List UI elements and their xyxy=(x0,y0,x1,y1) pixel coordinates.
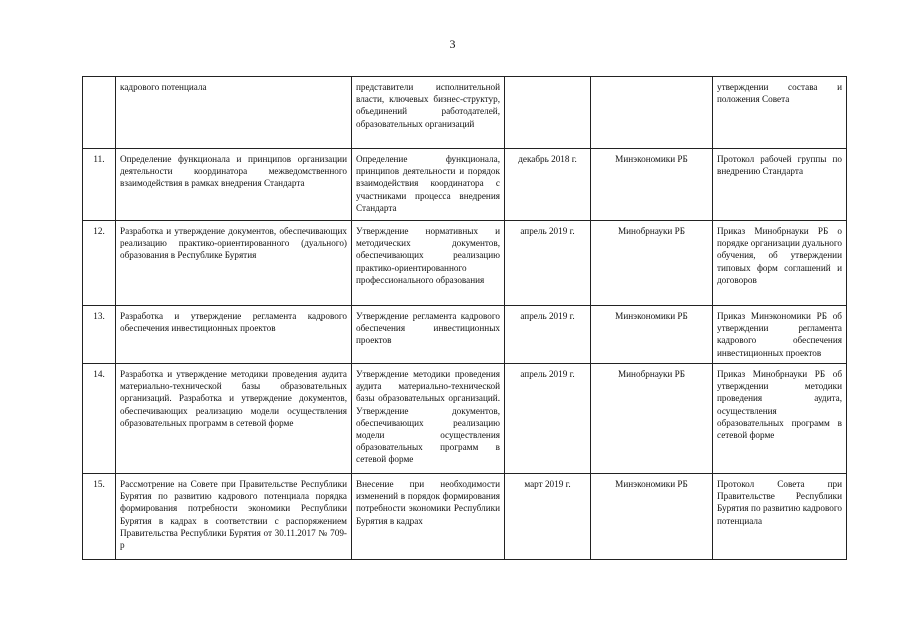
document-cell: утверждении состава и положения Совета xyxy=(713,77,847,149)
document-cell: Приказ Минэкономики РБ об утверждении регламента кадрового обеспечения инвестиционных проектов xyxy=(713,306,847,364)
document-cell: Приказ Минобрнауки РБ о порядке организации дуального обучения, об утверждении типовых форм соглашений и договоров xyxy=(713,221,847,306)
table-row xyxy=(83,149,847,221)
result-cell: Внесение при необходимости изменений в порядок формирования потребности экономики Республики Бурятия в кадрах xyxy=(352,474,505,560)
row-number: 13. xyxy=(83,306,116,364)
page-number: 3 xyxy=(449,37,456,51)
row-number: 14. xyxy=(83,364,116,474)
deadline-cell: апрель 2019 г. xyxy=(505,364,591,474)
result-cell: Утверждение нормативных и методических документов, обеспечивающих реализацию практико-ориентированного профессионального образования xyxy=(352,221,505,306)
deadline-cell: март 2019 г. xyxy=(505,474,591,560)
deadline-cell: апрель 2019 г. xyxy=(505,221,591,306)
table-row xyxy=(83,77,847,149)
table-row xyxy=(83,221,847,306)
responsible-cell: Минобрнауки РБ xyxy=(591,364,713,474)
row-number: 11. xyxy=(83,149,116,221)
result-cell: Утверждение методики проведения аудита материально-технической базы образовательных организаций. Утверждение документов, обеспечивающих реализацию модели осуществления образовательных программ в сетевой форме xyxy=(352,364,505,474)
action-cell: Разработка и утверждение регламента кадрового обеспечения инвестиционных проектов xyxy=(116,306,352,364)
deadline-cell: апрель 2019 г. xyxy=(505,306,591,364)
row-number: 12. xyxy=(83,221,116,306)
action-cell: Разработка и утверждение документов, обеспечивающих реализацию практико-ориентированного (дуального) образования в Республике Бурятия xyxy=(116,221,352,306)
document-cell: Протокол Совета при Правительстве Республики Бурятия по развитию кадрового потенциала xyxy=(713,474,847,560)
document-cell: Приказ Минобрнауки РБ об утверждении методики проведения аудита, осуществления образовательных программ в сетевой форме xyxy=(713,364,847,474)
result-cell: представители исполнительной власти, ключевых бизнес-структур, объединений работодателей, образовательных организаций xyxy=(352,77,505,149)
document-cell: Протокол рабочей группы по внедрению Стандарта xyxy=(713,149,847,221)
row-number xyxy=(83,77,116,149)
result-cell: Утверждение регламента кадрового обеспечения инвестиционных проектов xyxy=(352,306,505,364)
action-cell: кадрового потенциала xyxy=(116,77,352,149)
action-cell: Определение функционала и принципов организации деятельности координатора межведомственного взаимодействия в рамках внедрения Стандарта xyxy=(116,149,352,221)
responsible-cell: Минэкономики РБ xyxy=(591,149,713,221)
action-cell: Разработка и утверждение методики проведения аудита материально-технической базы образовательных организаций. Разработка и утверждение документов, обеспечивающих реализацию модели осуществления образовательных программ в сетевой форме xyxy=(116,364,352,474)
responsible-cell: Минэкономики РБ xyxy=(591,474,713,560)
deadline-cell: декабрь 2018 г. xyxy=(505,149,591,221)
table-row xyxy=(83,306,847,364)
table-body xyxy=(83,77,847,560)
table-row xyxy=(83,364,847,474)
responsible-cell: Минэкономики РБ xyxy=(591,306,713,364)
action-cell: Рассмотрение на Совете при Правительстве Республики Бурятия по развитию кадрового потенциала порядка формирования потребности экономики Республики Бурятия в кадрах в соответствии с распоряжением Правительства Республики Бурятия от 30.11.2017 № 709-р xyxy=(116,474,352,560)
result-cell: Определение функционала, принципов деятельности и порядок взаимодействия координатора с участниками процесса внедрения Стандарта xyxy=(352,149,505,221)
action-plan-table xyxy=(82,76,847,560)
responsible-cell xyxy=(591,77,713,149)
table-row xyxy=(83,474,847,560)
responsible-cell: Минобрнауки РБ xyxy=(591,221,713,306)
row-number: 15. xyxy=(83,474,116,560)
deadline-cell xyxy=(505,77,591,149)
